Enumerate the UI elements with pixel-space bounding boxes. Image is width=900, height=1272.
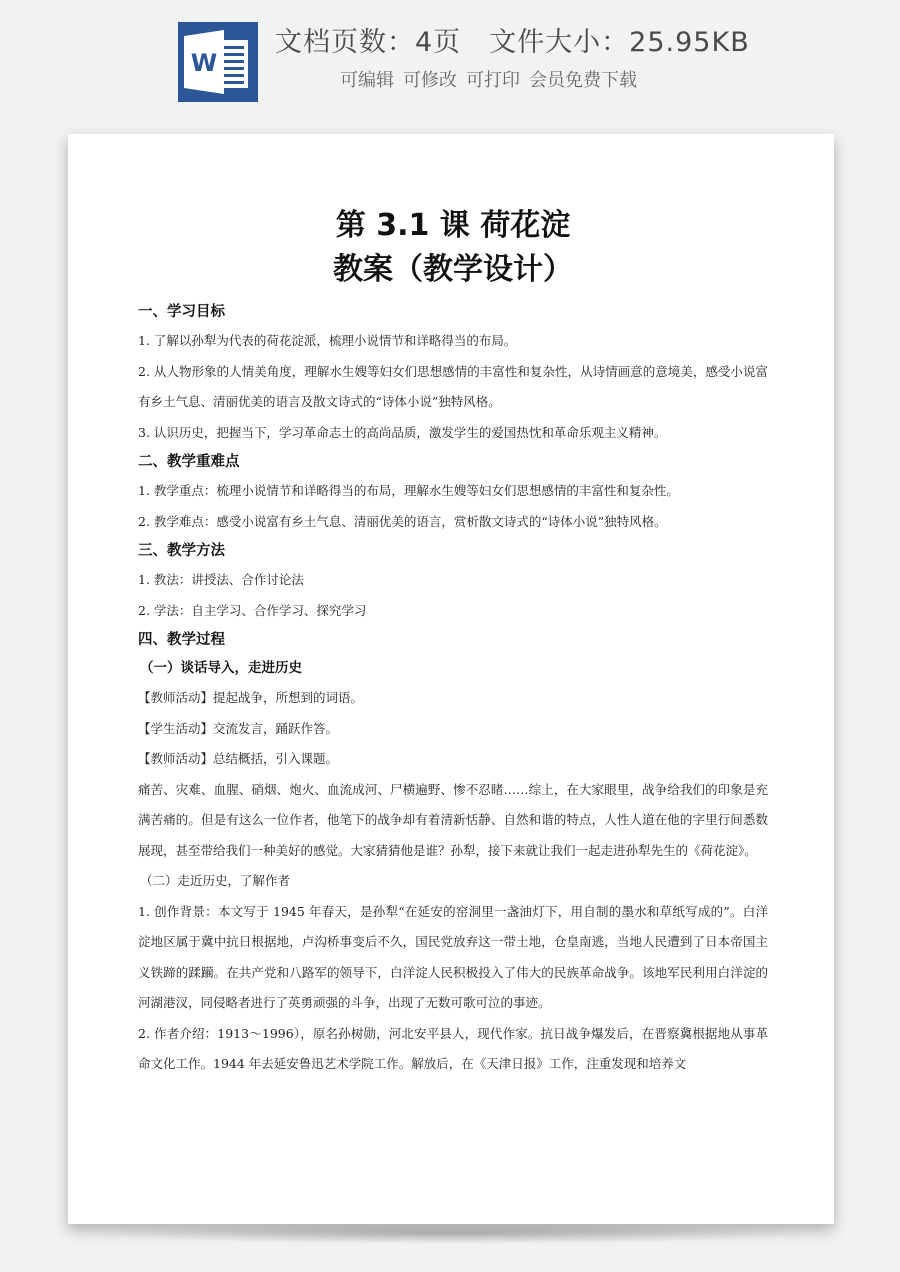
svg-text:W: W [190,49,218,77]
paragraph: 2. 教学难点：感受小说富有乡土气息、清丽优美的语言，赏析散文诗式的“诗体小说”独特风格。 [138,513,667,529]
paragraph: 1. 创作背景：本文写于 1945 年春天，是孙犁“在延安的窑洞里一盏油灯下，用自制的墨水和草纸写成的”。白洋淀地区属于冀中抗日根据地，卢沟桥事变后不久，国民党放弃这一带土地，仓皇南逃，当地人民遭到了日本帝国主义铁蹄的蹂躏。在共产党和八路军的领导下，白洋淀人民积极投入了伟大的民族革命战争。该地军民利用白洋淀的河湖港汊，同侵略者进行了英勇顽强的斗争，出现了无数可歌可泣的事迹。 [138,903,768,1010]
title-line-2: 教案（教学设计） [333,252,573,287]
paragraph: 痛苦、灾难、血腥、硝烟、炮火、血流成河、尸横遍野、惨不忍睹……综上，在大家眼里，战争给我们的印象是充满苦痛的。但是有这么一位作者，他笔下的战争却有着清新恬静、自然和谐的特点，人性人道在他的字里行间悉数展现，甚至带给我们一种美好的感觉。大家猜猜他是谁？孙犁，接下来就让我们一起走进孙犁先生的《荷花淀》。 [138,781,768,858]
subsection-heading: （二）走近历史，了解作者 [140,873,291,888]
feature-editable: 可编辑 [340,70,394,91]
section-heading-objectives: 一、学习目标 [138,304,225,320]
paragraph: 【教师活动】总结概括，引入课题。 [138,751,339,766]
document-page [68,134,834,1224]
paragraph: 3. 认识历史，把握当下，学习革命志士的高尚品质，激发学生的爱国热忱和革命乐观主义精神。 [138,424,667,440]
paper-shadow [82,1222,822,1244]
paragraph: 1. 教学重点：梳理小说情节和详略得当的布局，理解水生嫂等妇女们思想感情的丰富性和复杂性。 [138,483,679,498]
section-heading-key-points: 二、教学重难点 [138,454,240,470]
subsection-heading: （一）谈话导入，走进历史 [140,660,302,676]
paragraph: 【教师活动】提起战争，所想到的词语。 [138,690,364,705]
paragraph: 2. 学法：自主学习、合作学习、探究学习 [138,602,367,618]
paragraph: 2. 作者介绍：1913～1996），原名孙树勋，河北安平县人，现代作家。抗日战争爆发后，在晋察冀根据地从事革命文化工作。1944 年去延安鲁迅艺术学院工作。解放后，在《天津日报》工作，注重发现和培养文 [138,1025,768,1071]
feature-tags [340,66,637,92]
paragraph: 1. 教法：讲授法、合作讨论法 [138,572,304,587]
paragraph: 2. 从人物形象的人情美角度，理解水生嫂等妇女们思想感情的丰富性和复杂性，从诗情画意的意境美，感受小说富有乡土气息、清丽优美的语言及散文诗式的“诗体小说”独特风格。 [138,363,768,409]
feature-member-download: 会员免费下载 [529,70,637,91]
document-stats [275,20,750,59]
section-heading-process: 四、教学过程 [138,632,225,648]
document-info-header [0,0,900,130]
title-line-1: 第 3.1 课 荷花淀 [335,208,571,243]
paragraph: 1. 了解以孙犁为代表的荷花淀派，梳理小说情节和详略得当的布局。 [138,333,517,348]
file-size: 文件大小：25.95KB [489,27,750,58]
page-count: 文档页数：4页 [275,27,462,58]
feature-modifiable: 可修改 [403,70,457,91]
paragraph: 【学生活动】交流发言，踊跃作答。 [138,720,339,736]
document-title [138,204,768,292]
section-heading-methods: 三、教学方法 [138,543,225,559]
word-document-icon [178,22,258,102]
feature-printable: 可打印 [466,70,520,91]
document-content [138,204,768,1080]
